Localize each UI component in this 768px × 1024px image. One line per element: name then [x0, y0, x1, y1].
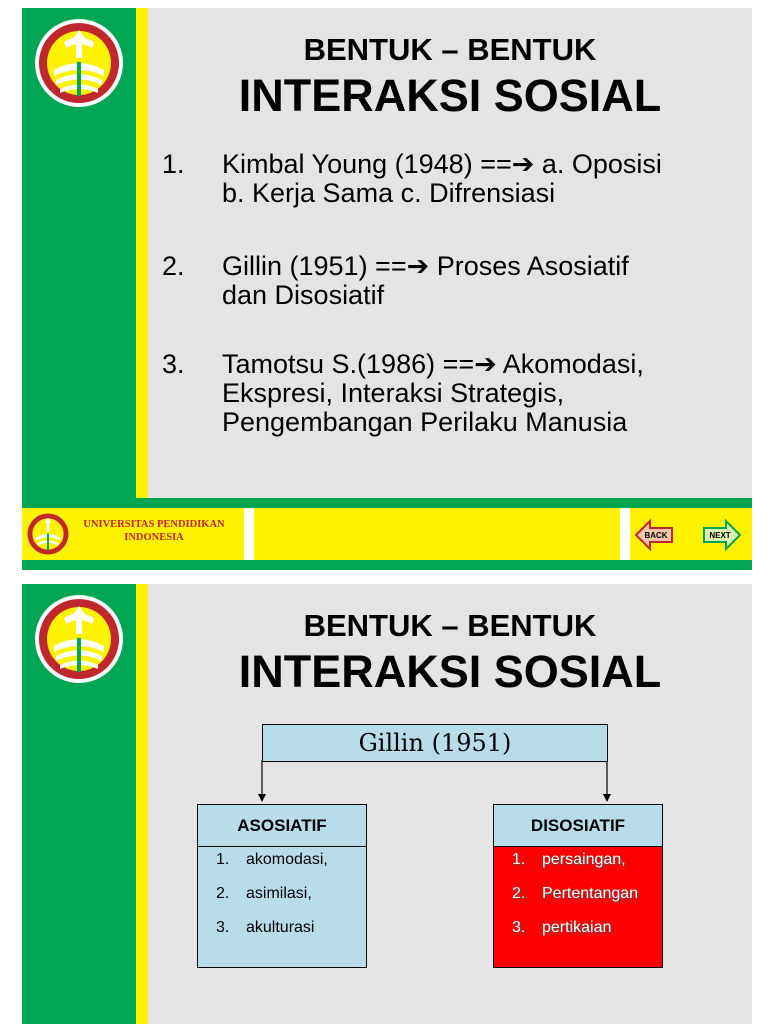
list-text-line: b. Kerja Sama c. Difrensiasi: [222, 178, 556, 208]
footer-divider: [620, 508, 630, 560]
slide2-title-line2: INTERAKSI SOSIAL: [238, 646, 662, 697]
asosiatif-list: [197, 846, 367, 968]
university-name-line1: UNIVERSITAS PENDIDIKAN: [83, 519, 225, 530]
list-item: [512, 851, 626, 869]
list-text: pertikaian: [542, 919, 612, 936]
disosiatif-list: [493, 846, 663, 968]
next-button[interactable]: [702, 518, 742, 552]
list-text-line: Kimbal Young (1948) ==➔ a. Oposisi: [222, 149, 662, 179]
list-number: 2.: [162, 251, 185, 281]
list-text: akulturasi: [246, 919, 315, 936]
list-text-line: Tamotsu S.(1986) ==➔ Akomodasi,: [222, 349, 644, 379]
list-number: 1.: [162, 149, 185, 179]
list-item: [216, 851, 328, 869]
yellow-stripe: [136, 8, 148, 570]
list-text-line: Gillin (1951) ==➔ Proses Asosiatif: [222, 251, 629, 281]
list-text: Pertentangan: [542, 885, 639, 902]
list-item: [216, 919, 314, 937]
list-number: 1.: [216, 851, 230, 868]
footer-divider: [244, 508, 254, 560]
list-text: persaingan,: [542, 851, 626, 868]
slide-1: [22, 8, 752, 570]
university-name-line2: INDONESIA: [124, 532, 184, 543]
list-number: 2.: [512, 885, 526, 902]
list-text: asimilasi,: [246, 885, 312, 902]
arrowhead-left: [258, 794, 266, 802]
back-button[interactable]: [634, 518, 674, 552]
asosiatif-header: ASOSIATIF: [197, 804, 367, 847]
list-number: 2.: [216, 885, 230, 902]
list-number: 3.: [512, 919, 526, 936]
slide-footer: [22, 498, 752, 570]
disosiatif-header: DISOSIATIF: [493, 804, 663, 847]
gillin-root-node: Gillin (1951): [262, 724, 608, 762]
list-number: 1.: [512, 851, 526, 868]
slide1-title-line2: INTERAKSI SOSIAL: [238, 70, 662, 121]
list-item: [512, 919, 611, 937]
list-text: akomodasi,: [246, 851, 328, 868]
upi-logo-icon: [34, 18, 124, 108]
next-label: NEXT: [709, 531, 731, 540]
slide-2: [22, 584, 752, 1024]
back-label: BACK: [644, 531, 668, 540]
list-item: [216, 885, 312, 903]
arrowhead-right: [603, 794, 611, 802]
slide2-title-line1: BENTUK – BENTUK: [303, 608, 597, 643]
list-number: 3.: [162, 349, 185, 379]
upi-logo-small-icon: [26, 512, 70, 556]
slide1-title-line1: BENTUK – BENTUK: [303, 32, 597, 67]
university-name: [74, 518, 234, 544]
list-text-line: Pengembangan Perilaku Manusia: [222, 407, 628, 437]
list-item: [512, 885, 638, 903]
list-number: 3.: [216, 919, 230, 936]
list-text-line: dan Disosiatif: [222, 280, 385, 310]
list-text-line: Ekspresi, Interaksi Strategis,: [222, 378, 565, 408]
